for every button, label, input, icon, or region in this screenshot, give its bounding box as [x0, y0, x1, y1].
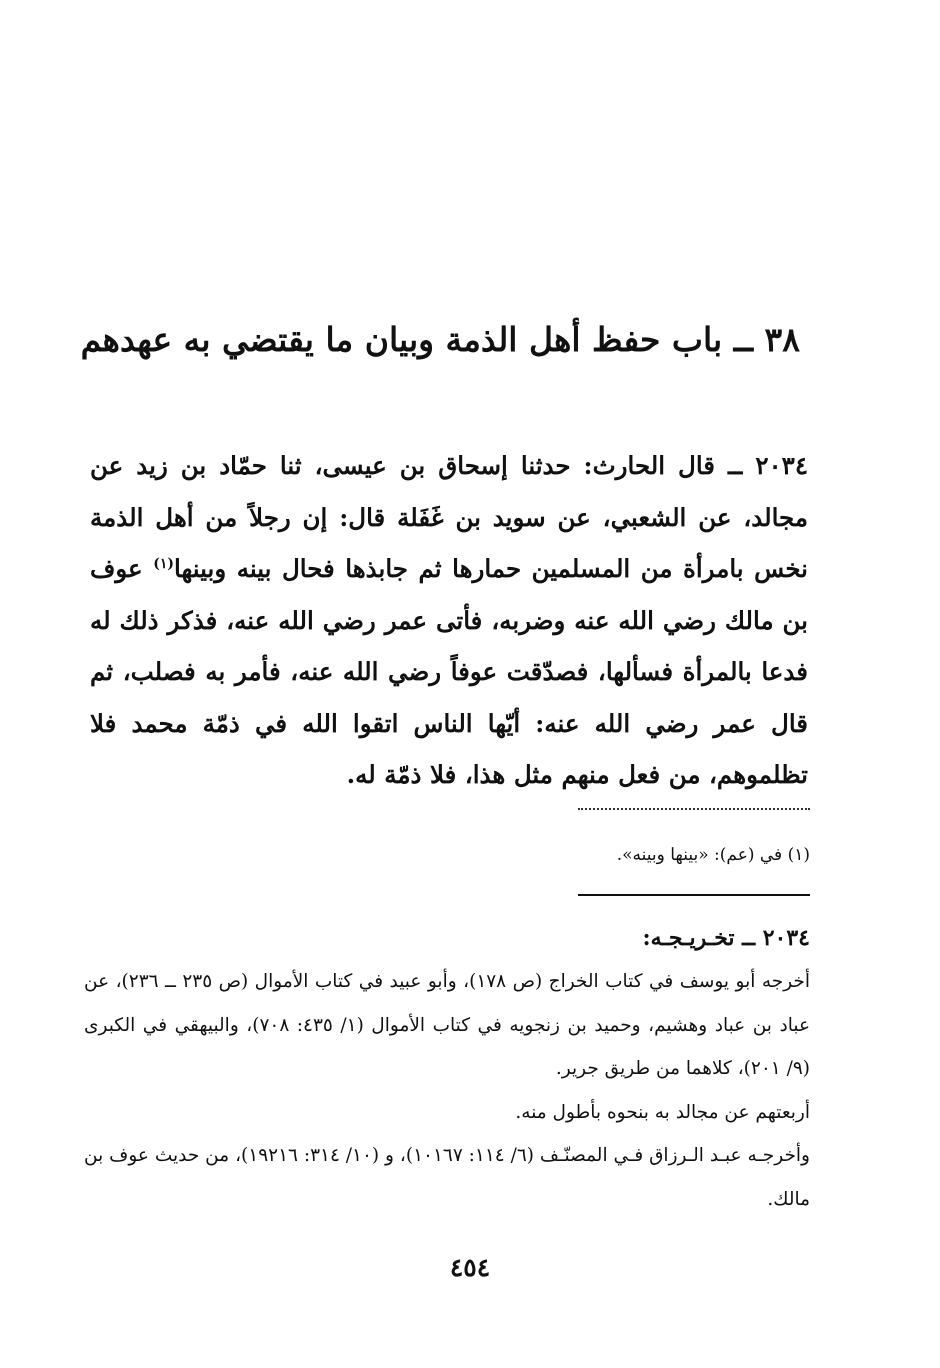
takhrij-body: [84, 960, 810, 1221]
hadith-text: [90, 440, 808, 801]
takhrij-paragraph-3: وأخرجـه عبـد الـرزاق فـي المصنّـف (٦/ ١١٤: ١٠١٦٧)، و (١٠/ ٣١٤: ١٩٢١٦)، من حديث عوف بن مالك.: [84, 1145, 810, 1210]
takhrij-separator-rule: [578, 894, 810, 896]
footnote-separator: [578, 808, 810, 818]
hadith-text-part-2: عوف بن مالك رضي الله عنه وضربه، فأتى عمر رضي الله عنه، فذكر ذلك له فدعا بالمرأة فسألها، فصدّقت عوفاً رضي الله عنه، فأمر به فصلب، ثم قال عمر رضي الله عنه: أيّها الناس اتقوا الله في ذمّة محمد فلا تظلموهم، من فعل منهم مثل هذا، فلا ذمّة له.: [90, 554, 808, 789]
takhrij-heading: ٢٠٣٤ ــ تخـريـجـه:: [642, 925, 810, 951]
hadith-text-part-1: ٢٠٣٤ ــ قال الحارث: حدثنا إسحاق بن عيسى، ثنا حمّاد بن زيد عن مجالد، عن الشعبي، عن سويد بن غَفَلة قال: إن رجلاً من أهل الذمة نخس بامرأة من المسلمين حمارها ثم جابذها فحال بينه وبينها: [90, 451, 809, 583]
takhrij-paragraph-2: أربعتهم عن مجالد به بنحوه بأطول منه.: [515, 1101, 810, 1123]
footnote: (١) في (عم): «بينها وبينه».: [616, 845, 810, 865]
chapter-title: ٣٨ ــ باب حفظ أهل الذمة وبيان ما يقتضي به عهدهم: [80, 320, 800, 359]
hadith-paragraph: [90, 440, 808, 801]
page-number: ٤٥٤: [449, 1253, 491, 1282]
takhrij-paragraph-1: أخرجه أبو يوسف في كتاب الخراج (ص ١٧٨)، وأبو عبيد في كتاب الأموال (ص ٢٣٥ ــ ٢٣٦)، عن عباد بن عباد وهشيم، وحميد بن زنجويه في كتاب الأموال (١/ ٤٣٥: ٧٠٨)، والبيهقي في الكبرى (٩/ ٢٠١)، كلاهما من طريق جرير.: [84, 971, 810, 1079]
footnote-reference: (١): [153, 555, 174, 572]
